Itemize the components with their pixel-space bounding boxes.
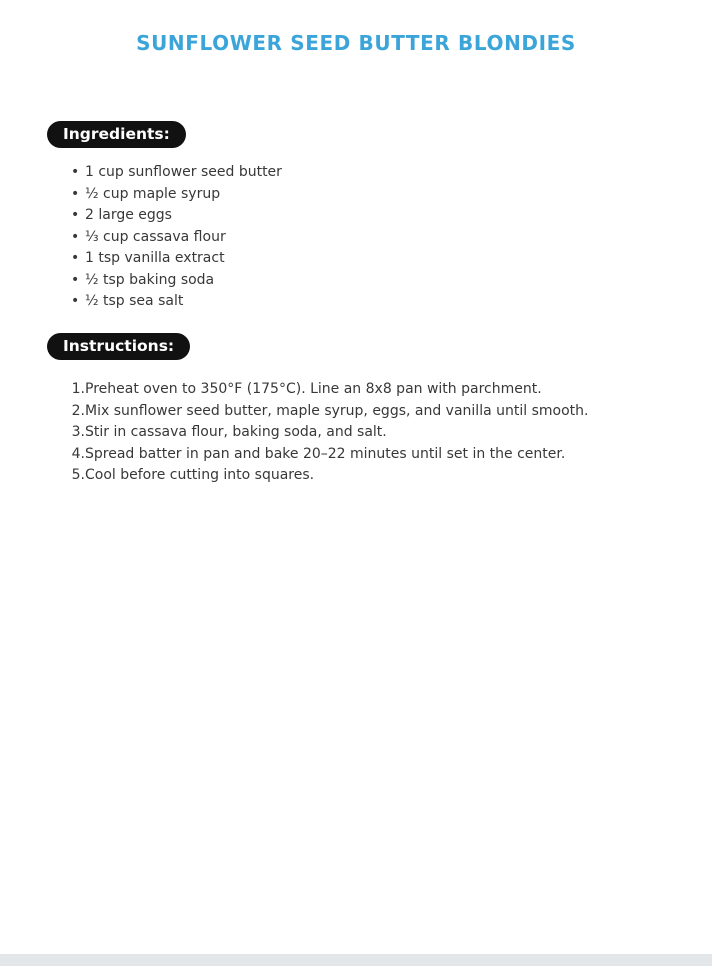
instruction-step: Stir in cassava flour, baking soda, and salt. (85, 424, 387, 440)
ingredient-item: • 1 cup sunflower seed butter (85, 162, 282, 184)
instructions-heading-label: Instructions: (63, 337, 175, 355)
instructions-heading-badge (47, 333, 190, 360)
page-title: SUNFLOWER SEED BUTTER BLONDIES (136, 31, 576, 55)
instruction-step: Spread batter in pan and bake 20–22 minutes until set in the center. (85, 445, 566, 462)
ingredient-item: • ½ tsp baking soda (85, 270, 282, 292)
instruction-step: Cool before cutting into squares. (85, 467, 315, 483)
ingredient-item: • ½ tsp sea salt (85, 291, 282, 313)
ingredient-item: • ⅓ cup cassava flour (85, 227, 282, 249)
ingredients-heading-badge (47, 121, 186, 148)
ingredients-list (0, 162, 282, 313)
instructions-list (0, 379, 588, 487)
ingredient-item: • 1 tsp vanilla extract (85, 248, 282, 270)
ingredient-item: • ½ cup maple syrup (85, 184, 282, 206)
instruction-step: Preheat oven to 350°F (175°C). Line an 8x8 pan with parchment. (85, 381, 542, 397)
ingredients-heading-label: Ingredients: (63, 125, 170, 143)
instruction-step: Mix sunflower seed butter, maple syrup, eggs, and vanilla until smooth. (85, 402, 589, 419)
page-bottom-edge-strip (0, 954, 712, 966)
ingredient-item: • 2 large eggs (85, 205, 282, 227)
